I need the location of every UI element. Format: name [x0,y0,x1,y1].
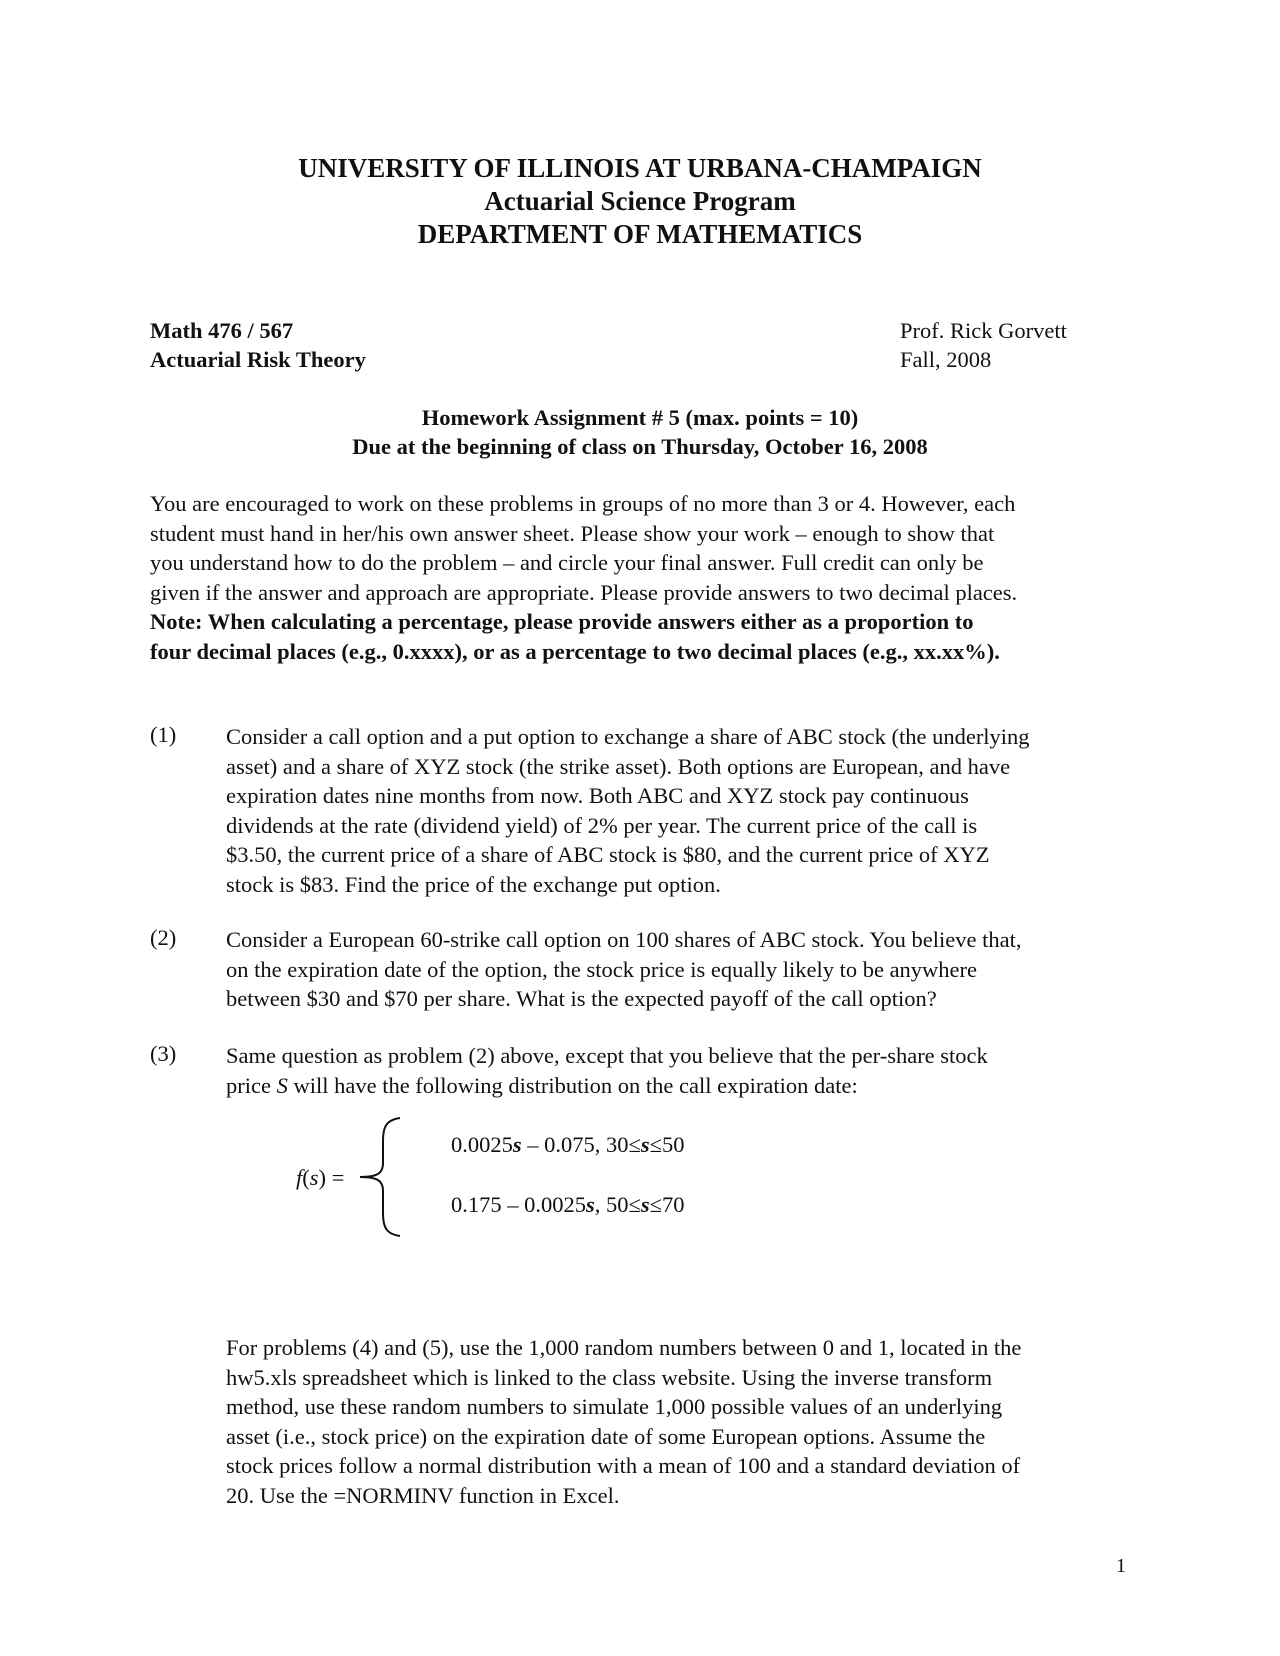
instructions-line: student must hand in her/his own answer sheet. Please show your work – enough to show that [150,520,995,546]
simulation-line: asset (i.e., stock price) on the expiration date of some European options. Assume the [226,1423,986,1449]
problem-line: expiration dates nine months from now. Both ABC and XYZ stock pay continuous [226,783,969,808]
term: Fall, 2008 [900,347,992,372]
variable-s: S [276,1072,288,1098]
problem-line: stock is $83. Find the price of the exchange put option. [226,871,721,897]
problem-line: price S will have the following distribution on the call expiration date: [226,1072,858,1098]
note-line: four decimal places (e.g., 0.xxxx), or as a percentage to two decimal places (e.g., xx.xx%). [150,638,1000,664]
problem-line: Consider a call option and a put option to exchange a share of ABC stock (the underlying [226,724,1030,749]
instructions-line: You are encouraged to work on these problems in groups of no more than 3 or 4. However, each [150,491,1016,516]
formula-lhs: f(s) = [296,1165,345,1190]
instructions [150,489,1017,666]
instructions-line: given if the answer and approach are appropriate. Please provide answers to two decimal places. [150,579,1018,605]
problem-line: Same question as problem (2) above, except that you believe that the per-share stock [226,1043,988,1068]
problem-line: on the expiration date of the option, the stock price is equally likely to be anywhere [226,956,978,982]
problem-line: dividends at the rate (dividend yield) of 2% per year. The current price of the call is [226,812,978,838]
due-date: Due at the beginning of class on Thursday, October 16, 2008 [352,434,928,459]
simulation-line: For problems (4) and (5), use the 1,000 random numbers between 0 and 1, located in the [226,1335,1022,1360]
department-name: DEPARTMENT OF MATHEMATICS [417,219,863,249]
problem-line: asset) and a share of XYZ stock (the strike asset). Both options are European, and have [226,753,1011,779]
course-number: Math 476 / 567 [150,318,294,343]
curly-brace [348,1115,408,1240]
assignment-title: Homework Assignment # 5 (max. points = 10) [421,405,859,430]
problem-line: between $30 and $70 per share. What is the expected payoff of the call option? [226,986,937,1011]
problem-1-number: (1) [150,722,177,747]
course-name: Actuarial Risk Theory [150,347,366,372]
university-name: UNIVERSITY OF ILLINOIS AT URBANA-CHAMPAIGN [298,153,982,183]
problem-3-number: (3) [150,1041,177,1066]
problem-line: $3.50, the current price of a share of ABC stock is $80, and the current price of XYZ [226,842,990,867]
simulation-line: method, use these random numbers to simulate 1,000 possible values of an underlying [226,1394,1003,1419]
problem-3-text [226,1041,1136,1100]
simulation-line: 20. Use the =NORMINV function in Excel. [226,1482,620,1508]
instructions-line: you understand how to do the problem – and circle your final answer. Full credit can only be [150,550,984,575]
page-number: 1 [1116,1555,1126,1577]
problem-2-number: (2) [150,925,177,950]
problem-2-text [226,925,1136,1014]
simulation-line: hw5.xls spreadsheet which is linked to the class website. Using the inverse transform [226,1364,993,1390]
problem-line: Consider a European 60-strike call option on 100 shares of ABC stock. You believe that, [226,927,1022,952]
professor-name: Prof. Rick Gorvett [900,318,1067,343]
formula-case-1: 0.0025s – 0.075, 30≤s≤50 [451,1132,685,1157]
program-name: Actuarial Science Program [484,186,796,216]
simulation-line: stock prices follow a normal distribution with a mean of 100 and a standard deviation of [226,1453,1021,1478]
formula-case-2: 0.175 – 0.0025s, 50≤s≤70 [451,1192,685,1217]
problem-1-text [226,722,1136,899]
simulation-instructions [226,1333,1136,1510]
note-line: Note: When calculating a percentage, please provide answers either as a proportion to [150,609,974,634]
